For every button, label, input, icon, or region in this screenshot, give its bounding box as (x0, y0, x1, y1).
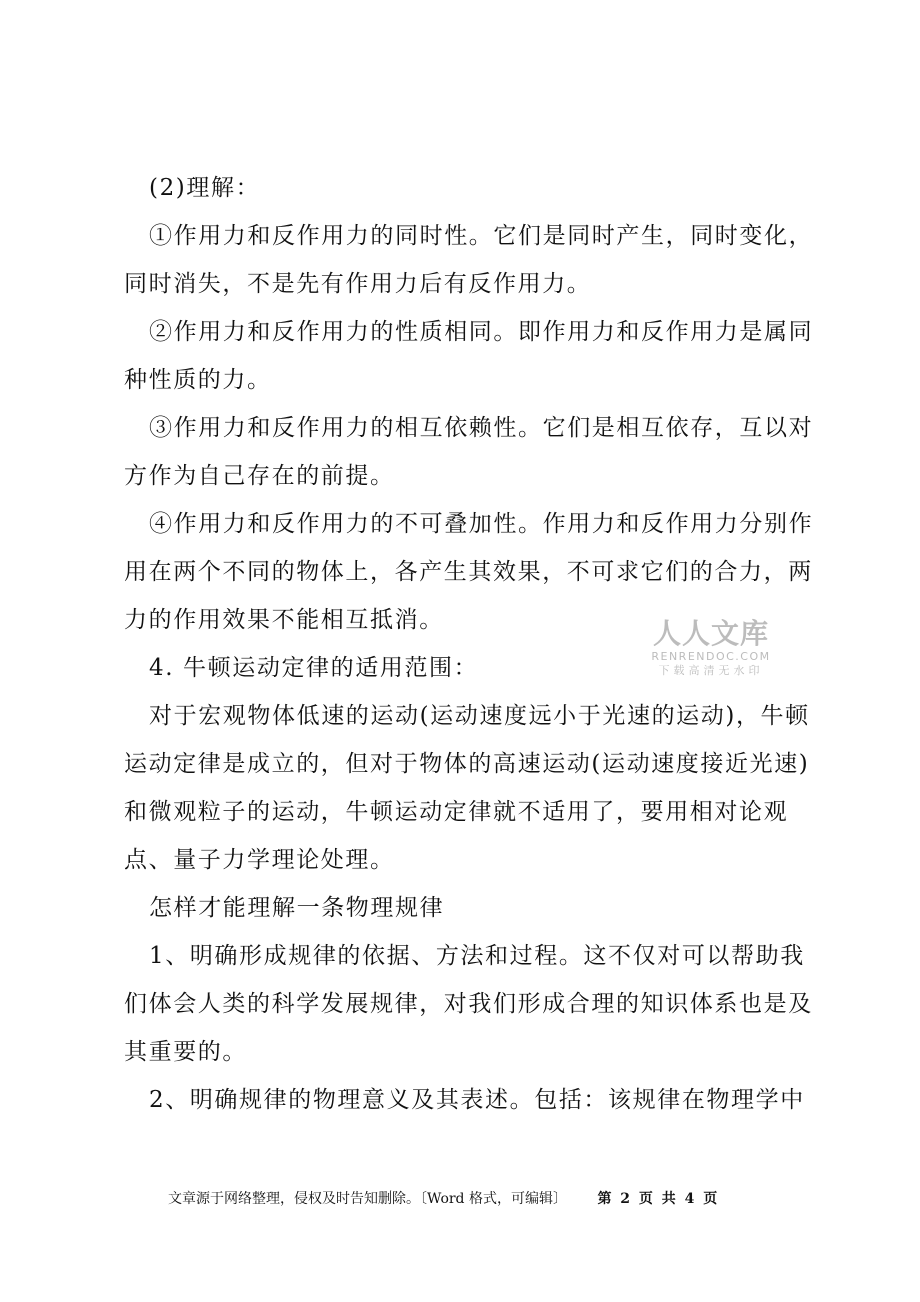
paragraph-interdependence: ③作用力和反作用力的相互依赖性。它们是相互依存，互以对方作为自己存在的前提。 (124, 415, 814, 489)
page-number: 第 2 页 共 4 页 (597, 1191, 720, 1207)
page-footer (168, 1188, 719, 1208)
paragraph-how-to-understand-heading: 怎样才能理解一条物理规律 (149, 895, 445, 921)
watermark-subtitle: 下载高清无水印 (658, 664, 764, 677)
paragraph-simultaneity: ①作用力和反作用力的同时性。它们是同时产生，同时变化，同时消失，不是先有作用力后有反作用力。 (124, 223, 814, 297)
footer-notice: 文章源于网络整理，侵权及时告知删除。〔Word 格式，可编辑〕 (168, 1191, 567, 1207)
watermark-domain: RENRENDOC.COM (651, 650, 771, 663)
paragraph-understanding-heading: (2)理解： (149, 175, 261, 201)
paragraph-point-1: 1、明确形成规律的依据、方法和过程。这不仅对可以帮助我们体会人类的科学发展规律，对我们形成合理的知识体系也是及其重要的。 (124, 943, 813, 1065)
paragraph-non-superposable: ④作用力和反作用力的不可叠加性。作用力和反作用力分别作用在两个不同的物体上，各产生其效果，不可求它们的合力，两力的作用效果不能相互抵消。 (124, 511, 814, 633)
paragraph-point-2: 2、明确规律的物理意义及其表述。包括：该规律在物理学中 (149, 1087, 805, 1113)
paragraph-scope-heading: 4. 牛顿运动定律的适用范围： (149, 655, 479, 681)
watermark-logo (648, 618, 774, 678)
paragraph-same-nature: ②作用力和反作用力的性质相同。即作用力和反作用力是属同种性质的力。 (124, 319, 814, 393)
watermark-title: 人人文库 (652, 617, 769, 650)
paragraph-scope-body: 对于宏观物体低速的运动(运动速度远小于光速的运动)，牛顿运动定律是成立的，但对于物体的高速运动(运动速度接近光速)和微观粒子的运动，牛顿运动定律就不适用了，要用相对论观点、量子力学理论处理。 (124, 703, 810, 873)
